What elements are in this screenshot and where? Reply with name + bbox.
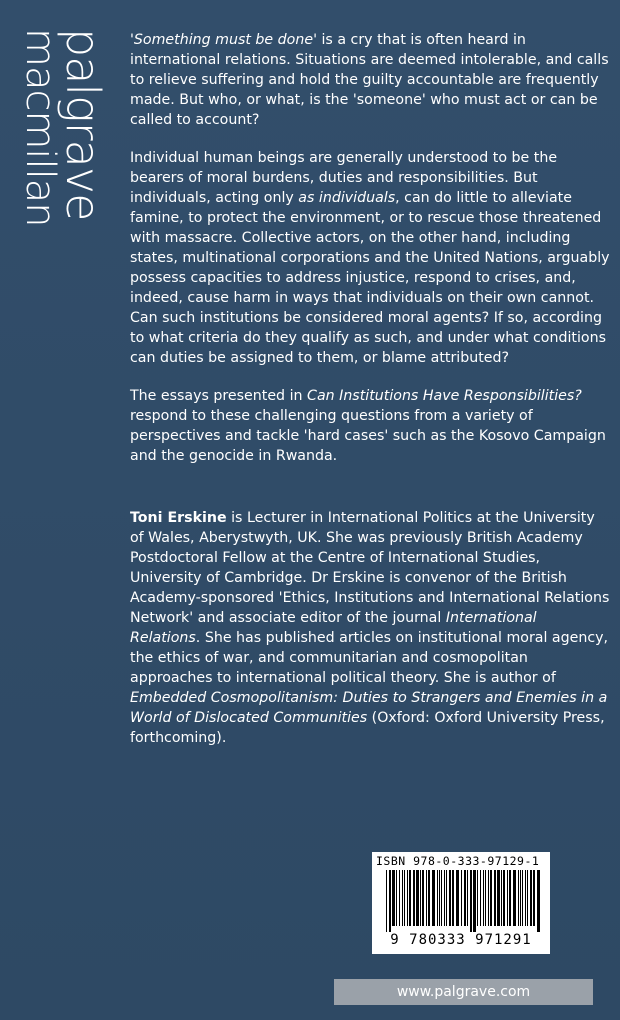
barcode-bar	[402, 870, 403, 926]
quote-italic: 'Something must be done'	[130, 32, 317, 48]
barcode-bar	[509, 870, 511, 926]
barcode-bar	[452, 870, 454, 926]
barcode-bar	[439, 870, 440, 926]
barcode-bar	[522, 870, 523, 926]
barcode-bar	[530, 870, 532, 926]
barcode-bar	[409, 870, 411, 926]
barcode-bar	[449, 870, 451, 926]
barcode-bar	[488, 870, 489, 926]
isbn-barcode	[372, 852, 550, 954]
barcode-bar	[461, 870, 462, 926]
barcode-bar	[470, 870, 472, 932]
barcode-bar	[464, 870, 466, 926]
bio-text-1: is Lecturer in International Politics at the University of Wales, Aberystwyth, UK. She was previously British Academy Postdoctoral Fellow at the Centre of International Studies, University of Cambridge. Dr Erskine is convenor of the British Academy-sponsored 'Ethics, Institutions and International Relations Network' and associate editor of the journal	[130, 510, 610, 626]
barcode-bar	[518, 870, 519, 926]
barcode-bar	[483, 870, 484, 926]
barcode-bar	[520, 870, 521, 926]
blurb-paragraph-2	[130, 148, 610, 368]
barcode-bar	[527, 870, 528, 926]
barcode-bar	[507, 870, 508, 926]
bio-text-3: (Oxford: Oxford University Press, forthcoming).	[130, 710, 605, 746]
barcode-bar	[490, 870, 492, 926]
barcode-bar	[513, 870, 516, 926]
bio-text-2: . She has published articles on institutional moral agency, the ethics of war, and communitarian and cosmopolitan approaches to international political theory. She is author of	[130, 630, 609, 686]
blurb-paragraph-1	[130, 30, 610, 130]
barcode-bar	[456, 870, 459, 926]
p3-start: The essays presented in	[130, 388, 308, 404]
barcode-bar	[480, 870, 481, 926]
publisher-url[interactable]: www.palgrave.com	[334, 979, 593, 1005]
barcode-bar	[392, 870, 395, 926]
p3-rest: respond to these challenging questions from a variety of perspectives and tackle 'hard cases' such as the Kosovo Campaign and the genocide in Rwanda.	[130, 408, 606, 464]
author-book-title: Embedded Cosmopolitanism: Duties to Strangers and Enemies in a World of Dislocated Communities	[130, 690, 608, 726]
barcode-bar	[497, 870, 500, 926]
blurb-text	[130, 30, 610, 766]
barcode-bar	[426, 870, 427, 926]
barcode-bars	[386, 870, 542, 932]
logo-palgrave: palgrave	[56, 28, 110, 221]
barcode-bar	[525, 870, 526, 926]
barcode-bar	[485, 870, 486, 926]
barcode-bar	[444, 870, 445, 926]
barcode-bar	[494, 870, 496, 926]
barcode-bar	[399, 870, 400, 926]
logo-macmillan: macmillan	[17, 28, 63, 227]
barcode-bar	[446, 870, 447, 926]
p2-start: Individual human beings are generally understood to be the bearers of moral burdens, duties and responsibilities. But individuals, acting only	[130, 150, 558, 206]
barcode-bar	[533, 870, 535, 926]
p1-text: is a cry that is often heard in international relations. Situations are deemed intolerable, and calls to relieve suffering and hold the guilty accountable are frequently made. But who, or what, is the 'someone' who must act or can be called to account?	[130, 32, 609, 128]
barcode-bar	[537, 870, 540, 932]
barcode-digits: 9 780333 971291	[390, 932, 532, 948]
barcode-bar	[386, 870, 387, 932]
barcode-bar	[503, 870, 505, 926]
barcode-bar	[413, 870, 415, 926]
barcode-bar	[389, 870, 391, 932]
barcode-bar	[407, 870, 408, 926]
p2-italic: as individuals	[298, 190, 396, 206]
book-title-italic: Can Institutions Have Responsibilities?	[307, 388, 582, 404]
barcode-bar	[501, 870, 502, 926]
p2-rest: , can do little to alleviate famine, to protect the environment, or to rescue those threatened with massacre. Collective actors, on the other hand, including states, multinational corporations and the United Nations, arguably possess capacities to address injustice, respond to crises, and, indeed, cause harm in ways that individuals on their own cannot. Can such institutions be considered moral agents? If so, according to what criteria do they qualify as such, and under what conditions can duties be assigned to them, or blame attributed?	[130, 190, 610, 366]
barcode-bar	[420, 870, 421, 926]
barcode-bar	[477, 870, 478, 926]
barcode-bar	[416, 870, 419, 926]
isbn-label: ISBN 978-0-333-97129-1	[376, 854, 540, 868]
barcode-bar	[422, 870, 424, 926]
journal-title: International Relations	[130, 610, 537, 646]
barcode-bar	[432, 870, 435, 926]
barcode-bar	[428, 870, 430, 926]
barcode-bar	[467, 870, 468, 926]
blurb-paragraph-3	[130, 386, 610, 466]
barcode-bar	[404, 870, 405, 926]
barcode-bar	[473, 870, 476, 932]
barcode-bar	[437, 870, 438, 926]
author-bio	[130, 508, 610, 748]
author-name: Toni Erskine	[130, 510, 227, 526]
barcode-bar	[441, 870, 442, 926]
barcode-bar	[396, 870, 397, 926]
publisher-logo	[14, 28, 110, 227]
